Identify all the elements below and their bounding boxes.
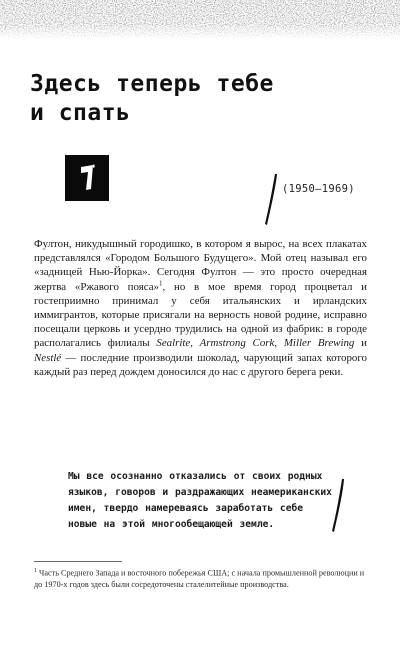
footnote-divider <box>34 561 122 562</box>
footnote-text: Часть Среднего Запада и восточного побережья США; с начала промышленной революции и до 1970-х годов здесь были сосредоточены сталелитейные производства. <box>34 568 365 589</box>
and-word: и <box>354 337 367 350</box>
footnote-marker: 1 <box>34 568 37 574</box>
body-paragraph <box>34 237 367 379</box>
brand-names: Sealrite, Armstrong Cork, Miller Brewing <box>156 337 355 350</box>
pull-quote: Мы все осознанно отказались от своих родных языков, говоров и раздражающих неамериканских имен, твердо намереваясь заработать себе новые на этой многообещающей земле. <box>68 471 332 530</box>
chapter-title-line-1: Здесь теперь тебе <box>30 71 274 97</box>
chapter-title <box>30 70 370 128</box>
quote-slash-mark <box>330 478 348 534</box>
chapter-number-stamp <box>65 155 109 201</box>
chapter-title-line-2: и спать <box>30 100 131 126</box>
footnote <box>34 566 367 590</box>
brand-name-last: Nestlé <box>34 351 62 364</box>
chapter-years: (1950–1969) <box>282 183 355 195</box>
body-text-part-2: , но в мое время город процветал и гостеприимно принимал у себя итальянских и ирландских иммигрантов, которые присягали на верность новой родине, исправно посещали церковь и усердно трудились на одной из фабрик: в городе располагались филиалы <box>34 280 367 350</box>
body-text-part-3: — последние производили шоколад, чарующий запах которого каждый раз перед дождем доносился до нас с другого берега реки. <box>34 351 367 378</box>
body-text-part-1: Фултон, никудышный городишко, в котором я вырос, на всех плакатах представлялся «Городом Большого Будущего». Мой отец называл его «задницей Нью-Йорка». Сегодня Фултон — это просто очередная жертва «Ржавого пояса» <box>34 238 367 293</box>
grunge-texture-band <box>0 0 400 40</box>
year-slash-mark <box>262 173 282 227</box>
footnote-ref: 1 <box>159 278 163 287</box>
